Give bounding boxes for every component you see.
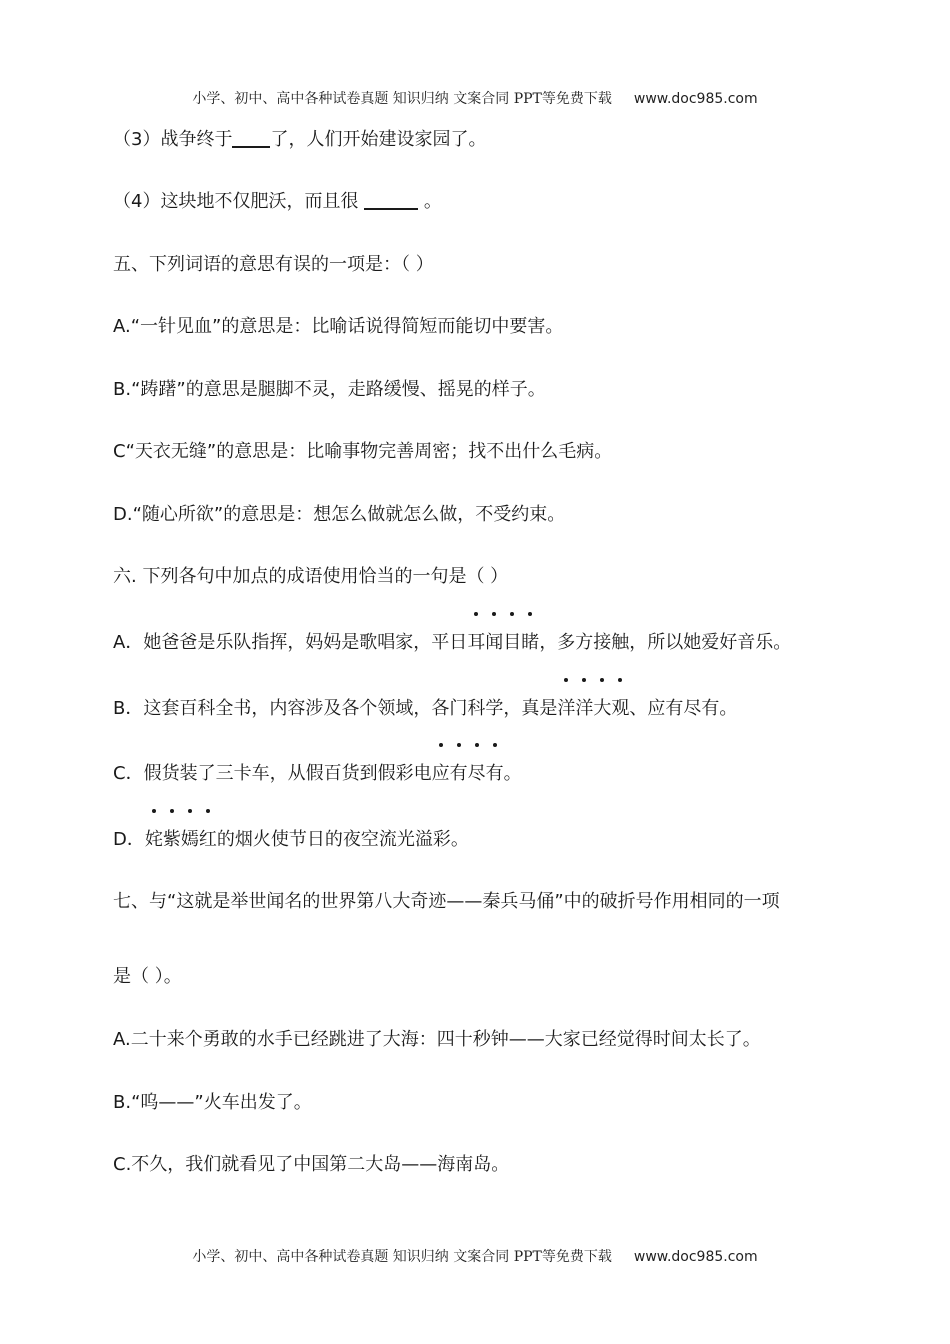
q5-option-c: C“天衣无缝”的意思是：比喻事物完善周密；找不出什么毛病。 [113,441,613,462]
q6-option-b [113,697,737,721]
dotted-idiom [145,829,217,850]
fill-item-4 [113,190,442,214]
fill-item-4-after: 。 [418,191,442,212]
emphasis-dots [145,809,217,815]
page-header-top [0,88,950,108]
footer-url: www.doc985.com [633,1249,758,1265]
q6-option-c [113,762,522,786]
dotted-idiom [467,632,539,653]
emphasis-dots [432,743,504,749]
q6-option-a-idiom: 耳闻目睹 [467,632,540,653]
q6-option-b-before: B．这套百科全书，内容涉及各个领域，各门科学，真是 [113,698,558,719]
page-footer [0,1246,950,1266]
q5-option-a: A.“一针见血”的意思是：比喻话说得简短而能切中要害。 [113,316,564,337]
q6-option-b-after: 、应有尽有。 [629,698,738,719]
q6-option-a-before: A．她爸爸是乐队指挥，妈妈是歌唱家，平日 [113,632,468,653]
question-5-title: 五、下列词语的意思有误的一项是：（ ） [113,254,434,275]
question-7-title-line1: 七、与“这就是举世闻名的世界第八大奇迹——秦兵马俑”中的破折号作用相同的一项 [113,891,780,912]
q6-option-b-idiom: 洋洋大观 [557,698,630,719]
q6-option-d-idiom: 姹紫嫣红 [144,829,217,850]
fill-item-3-after: 了，人们开始建设家园了。 [270,129,487,150]
dotted-idiom [557,698,629,719]
q5-option-b: B.“踌躇”的意思是腿脚不灵，走路缓慢、摇晃的样子。 [113,379,546,400]
q6-option-d-after: 的烟火使节日的夜空流光溢彩。 [216,829,469,850]
q6-option-c-before: C．假货装了三卡车，从假百货到假彩电 [113,763,432,784]
header-text: 小学、初中、高中各种试卷真题 知识归纳 文案合同 PPT等免费下载 [192,91,612,107]
q6-option-d [113,828,469,852]
question-7-title-line2: 是（ ）。 [113,966,182,987]
q6-option-c-idiom: 应有尽有 [431,763,504,784]
q7-option-b: B.“呜——”火车出发了。 [113,1092,312,1113]
fill-item-3-before: （3）战争终于 [113,129,233,150]
answer-blank [364,190,418,210]
fill-item-3 [113,128,486,152]
fill-item-4-before: （4）这块地不仅肥沃，而且很 [113,191,365,212]
emphasis-dots [467,612,539,618]
emphasis-dots [557,678,629,684]
q6-option-d-before: D． [113,829,145,850]
q6-option-c-after: 。 [503,763,522,784]
footer-text: 小学、初中、高中各种试卷真题 知识归纳 文案合同 PPT等免费下载 [192,1249,612,1265]
q6-option-a [113,631,791,655]
header-url: www.doc985.com [633,91,758,107]
q5-option-d: D.“随心所欲”的意思是：想怎么做就怎么做，不受约束。 [113,504,566,525]
question-6-title: 六. 下列各句中加点的成语使用恰当的一句是（ ） [113,566,509,587]
answer-blank [232,128,270,148]
dotted-idiom [432,763,504,784]
q7-option-a: A.二十来个勇敢的水手已经跳进了大海：四十秒钟——大家已经觉得时间太长了。 [113,1029,761,1050]
q7-option-c: C.不久，我们就看见了中国第二大岛——海南岛。 [113,1154,510,1175]
q6-option-a-after: ，多方接触，所以她爱好音乐。 [539,632,792,653]
